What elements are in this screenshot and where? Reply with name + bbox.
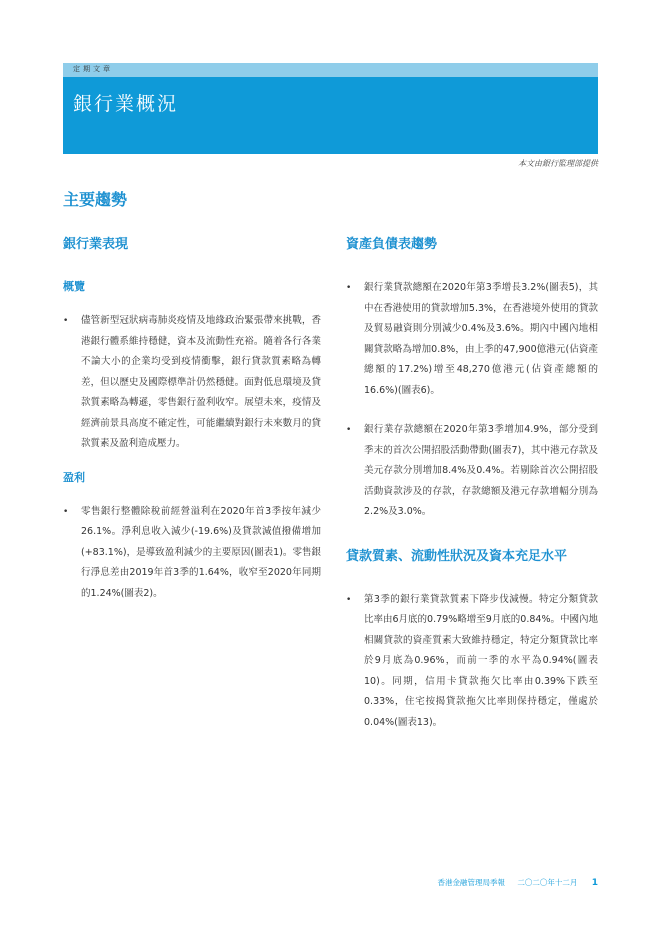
category-strip bbox=[63, 63, 598, 77]
overview-text: 儘管新型冠狀病毒肺炎疫情及地緣政治緊張帶來挑戰，香港銀行體系維持穩健，資本及流動性充裕。隨着各行各業不論大小的企業均受到疫情衝擊，銀行貸款質素略為轉差，但以歷史及國際標準計仍然穩健。面對低息環境及貸款質素略為轉遜，零售銀行盈利收窄。展望未來，疫情及經濟前景具高度不確定性，可能繼續對銀行未來數月的貸款質素及盈利造成壓力。 bbox=[81, 315, 321, 449]
issue-date: 二〇二〇年十二月 bbox=[517, 878, 578, 887]
magazine-name: 香港金融管理局季報 bbox=[437, 878, 505, 887]
category-label: 定期文章 bbox=[73, 65, 113, 73]
right-column bbox=[346, 233, 598, 733]
loans-text: 銀行業貸款總額在2020年第3季增長3.2%(圖表5)，其中在香港使用的貸款增加5.3%，在香港境外使用的貸款及貿易融資則分別減少0.4%及3.6%。期內中國內地相關貸款略為增加0.8%，由上季的47,900億港元(佔資產總額的17.2%)增至48,270億港元(佔資產總額的16.6%)(圖表6)。 bbox=[364, 282, 598, 396]
overview-bullet bbox=[63, 311, 321, 455]
profitability-text: 零售銀行整體除稅前經營溢利在2020年首3季按年減少26.1%。淨利息收入減少(-19.6%)及貸款減值撥備增加(+83.1%)，是導致盈利減少的主要原因(圖表1)。零售銀行淨息差由2019年首3季的1.64%，收窄至2020年同期的1.24%(圖表2)。 bbox=[81, 505, 321, 599]
balance-sheet-heading: 資產負債表趨勢 bbox=[346, 237, 438, 252]
left-column bbox=[63, 233, 321, 604]
asset-quality-text: 第3季的銀行業貸款質素下降步伐減慢。特定分類貸款比率由6月底的0.79%略增至9月底的0.84%。中國內地相關貸款的資產質素大致維持穩定，特定分類貸款比率於9月底為0.96%，而前一季的水平為0.94%(圖表10)。同期，信用卡貸款拖欠比率由0.39%下跌至0.33%，住宅按揭貸款拖欠比率則保持穩定，僅處於0.04%(圖表13)。 bbox=[364, 593, 598, 728]
deposits-bullet bbox=[346, 420, 598, 523]
bullet-dot: • bbox=[63, 506, 69, 517]
page-title: 銀行業概況 bbox=[73, 93, 179, 115]
page-number: 1 bbox=[591, 878, 598, 888]
bullet-dot: • bbox=[346, 283, 352, 293]
asset-quality-bullet bbox=[346, 590, 598, 734]
main-section-title: 主要趨勢 bbox=[63, 190, 128, 209]
profitability-bullet bbox=[63, 502, 321, 605]
bullet-dot: • bbox=[346, 425, 352, 435]
profitability-subheading: 盈利 bbox=[63, 470, 85, 484]
deposits-text: 銀行業存款總額在2020年第3季增加4.9%，部分受到季末的首次公開招股活動帶動(圖表7)，其中港元存款及美元存款分別增加8.4%及0.4%。若剔除首次公開招股活動資款涉及的存款，存款總額及港元存款增幅分別為2.2%及3.0%。 bbox=[364, 424, 598, 517]
overview-subheading: 概覽 bbox=[63, 280, 85, 293]
loans-bullet bbox=[346, 278, 598, 401]
bullet-dot: • bbox=[63, 316, 69, 326]
author-credit: 本文由銀行監理部提供 bbox=[518, 159, 598, 168]
asset-quality-heading: 貸款質素、流動性狀況及資本充足水平 bbox=[346, 548, 568, 564]
title-banner bbox=[63, 77, 598, 154]
page-footer bbox=[437, 877, 598, 888]
banking-performance-heading: 銀行業表現 bbox=[63, 237, 129, 252]
bullet-dot: • bbox=[346, 594, 352, 605]
